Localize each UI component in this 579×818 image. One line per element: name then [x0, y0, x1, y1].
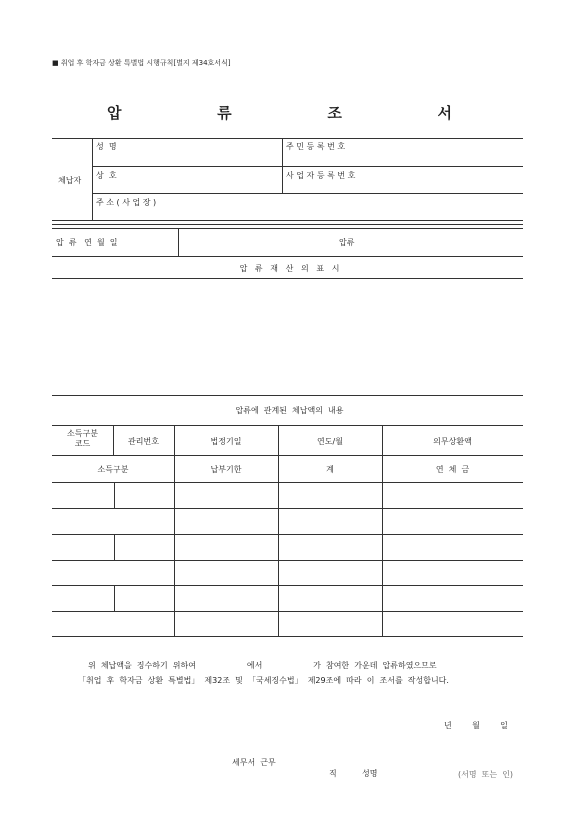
business-registration-number-label: 사 업 자 등 록 번 호: [286, 171, 356, 180]
arrears-section-title: 압류에 관계된 체납액의 내용: [235, 406, 344, 415]
header-income-type: 소득구분: [97, 465, 129, 474]
header-total: 계: [326, 465, 334, 474]
statement-line-1: 위 체납액을 징수하기 위하여 에서 가 참여한 가운데 압류하였으므로: [88, 661, 437, 670]
taxpayer-label: 체납자: [58, 176, 82, 185]
page-title: 압 류 조 서: [107, 104, 472, 122]
form-reference-note: ■ 취업 후 학자금 상환 특별법 시행규칙[별지 제34호서식]: [52, 59, 231, 67]
statement-line-2: 「취업 후 학자금 상환 특별법」 제32조 및 「국세징수법」 제29조에 따라 이 조서를 작성합니다.: [78, 676, 449, 685]
business-name-label: 상 호: [96, 171, 117, 180]
seized-property-description-label: 압 류 재 산 의 표 시: [239, 264, 340, 273]
header-statutory-date: 법정기일: [210, 437, 242, 446]
header-management-number: 관리번호: [128, 437, 159, 446]
address-label: 주 소 ( 사 업 장 ): [96, 198, 157, 207]
header-mandatory-repayment: 의무상환액: [433, 437, 472, 446]
header-income-type-code: 소득구분 코드: [67, 429, 98, 448]
tax-office-label: 세무서 근무: [232, 758, 276, 767]
official-name-label: 성명: [362, 769, 378, 778]
name-label: 성 명: [96, 142, 117, 151]
signature-note: (서명 또는 인): [458, 770, 514, 779]
seizure-label: 압류: [339, 238, 355, 247]
header-year-month: 연도/월: [317, 437, 343, 446]
seizure-date-label: 압 류 연 월 일: [56, 238, 118, 247]
position-label: 직: [329, 769, 337, 778]
header-late-charge: 연 체 금: [435, 465, 470, 474]
date-line: 년 월 일: [444, 721, 508, 730]
header-payment-deadline: 납부기한: [210, 465, 242, 474]
resident-number-label: 주 민 등 록 번 호: [286, 142, 346, 151]
